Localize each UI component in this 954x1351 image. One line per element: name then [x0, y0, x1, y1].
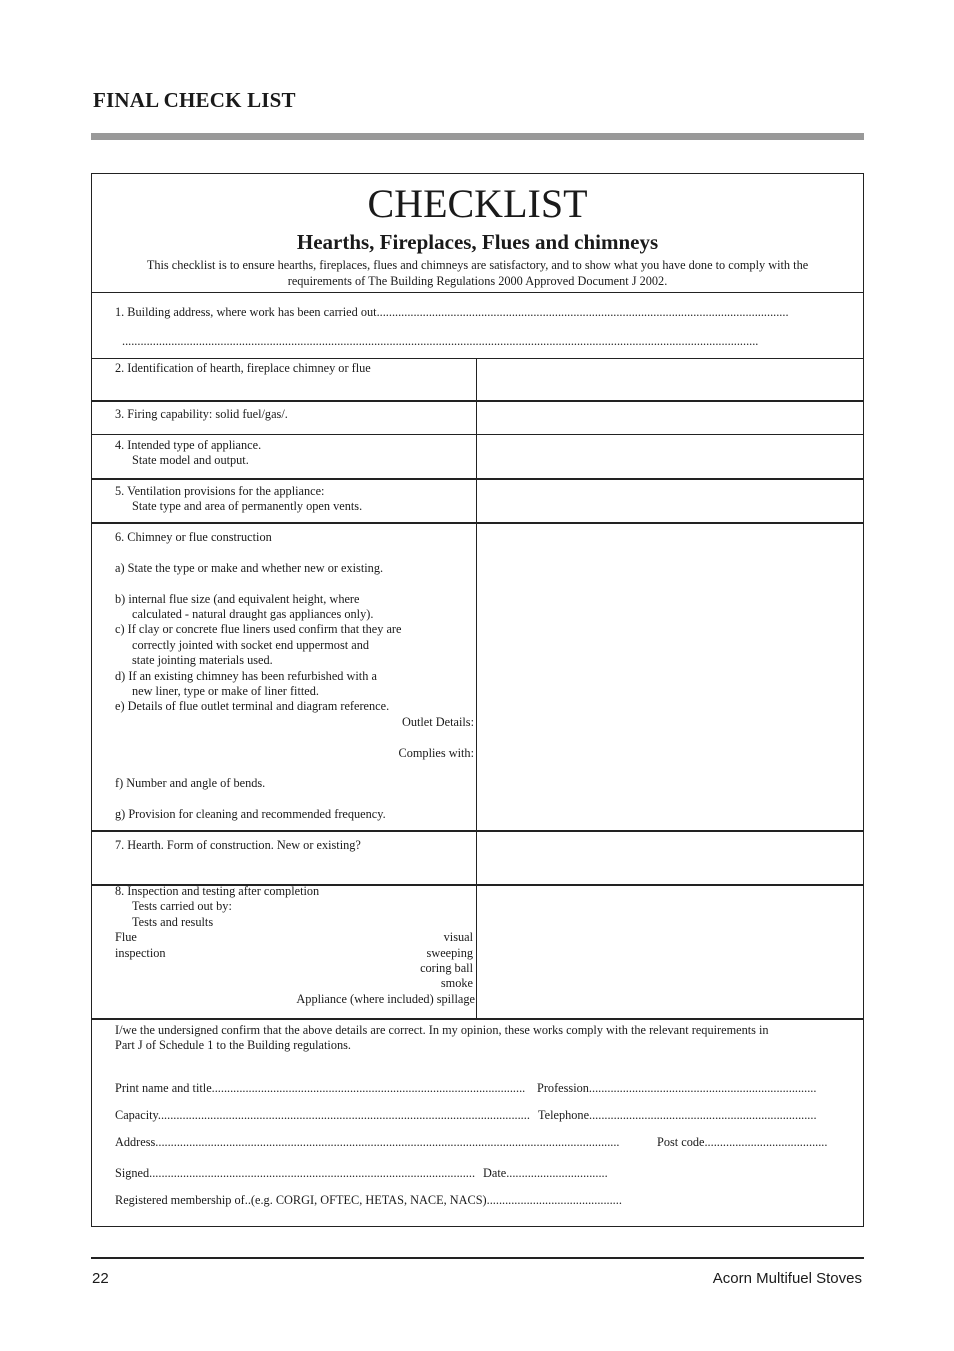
footer-title: Acorn Multifuel Stoves: [712, 1270, 862, 1287]
declaration-line-1: I/we the undersigned confirm that the above details are correct. In my opinion, these works comply with the relevant requirements in: [115, 1023, 769, 1037]
item-6-heading: 6. Chimney or flue construction: [115, 530, 272, 544]
item-6e: e) Details of flue outlet terminal and diagram reference.: [115, 699, 390, 713]
item-8-tests-results: Tests and results: [132, 915, 214, 929]
item-1-building-address: 1. Building address, where work has been carried out......................................................................................................................................: [115, 305, 789, 319]
checklist-title: CHECKLIST: [367, 181, 588, 226]
membership-field[interactable]: Registered membership of..(e.g. CORGI, OFTEC, HETAS, NACE, NACS)............................................: [115, 1193, 622, 1207]
item-5-vents: State type and area of permanently open vents.: [132, 499, 363, 513]
item-8-heading: 8. Inspection and testing after completion: [115, 884, 320, 898]
coring-ball-label: coring ball: [420, 961, 473, 975]
postcode-field[interactable]: Post code........................................: [657, 1135, 828, 1149]
footer-rule: [91, 1257, 864, 1259]
appliance-spillage-label: Appliance (where included) spillage: [296, 992, 475, 1006]
row-divider: [91, 400, 864, 402]
item-5-ventilation: 5. Ventilation provisions for the appliance:: [115, 484, 325, 498]
profession-field[interactable]: Profession..........................................................................: [537, 1081, 817, 1095]
declaration-line-2: Part J of Schedule 1 to the Building regulations.: [115, 1038, 352, 1052]
row-divider: [91, 292, 864, 293]
signed-field[interactable]: Signed..........................................................................................................: [115, 1166, 476, 1180]
row-divider: [91, 1018, 864, 1020]
item-7-hearth: 7. Hearth. Form of construction. New or existing?: [115, 838, 361, 852]
item-6c-line-1: c) If clay or concrete flue liners used confirm that they are: [115, 622, 402, 636]
item-6b-line-2: calculated - natural draught gas appliances only).: [132, 607, 374, 621]
item-6d-line-1: d) If an existing chimney has been refurbished with a: [115, 669, 377, 683]
intro-line-2: requirements of The Building Regulations 2000 Approved Document J 2002.: [287, 274, 668, 288]
item-6g: g) Provision for cleaning and recommended frequency.: [115, 807, 386, 821]
capacity-field[interactable]: Capacity.........................................................................................................................: [115, 1108, 530, 1122]
header-divider: [91, 133, 864, 140]
address-field[interactable]: Address.......................................................................................................................................................: [115, 1135, 620, 1149]
item-8-tests-by: Tests carried out by:: [132, 899, 232, 913]
row-divider: [91, 522, 864, 524]
item-4-model-output: State model and output.: [132, 453, 249, 467]
sweeping-label: sweeping: [426, 946, 473, 960]
item-3-firing-capability: 3. Firing capability: solid fuel/gas/.: [115, 407, 288, 421]
column-divider: [476, 358, 477, 1019]
page-number: 22: [92, 1270, 109, 1287]
item-6a: a) State the type or make and whether new or existing.: [115, 561, 384, 575]
smoke-label: smoke: [440, 976, 473, 990]
outlet-details-label: Outlet Details:: [401, 715, 474, 729]
intro-line-1: This checklist is to ensure hearths, fireplaces, flues and chimneys are satisfactory, and to show what you have done to comply with the: [146, 258, 809, 272]
complies-with-label: Complies with:: [398, 746, 474, 760]
item-2-identification: 2. Identification of hearth, fireplace chimney or flue: [115, 361, 371, 375]
item-6c-line-3: state jointing materials used.: [132, 653, 273, 667]
checklist-subtitle: Hearths, Fireplaces, Flues and chimneys: [296, 230, 659, 254]
row-divider: [91, 434, 864, 435]
row-divider: [91, 358, 864, 359]
row-divider: [91, 830, 864, 832]
flue-label: Flue: [115, 930, 137, 944]
item-1-address-line-2: ...............................................................................................................................................................................................................: [122, 334, 759, 348]
section-heading: FINAL CHECK LIST: [93, 88, 296, 112]
date-field[interactable]: Date.................................: [483, 1166, 608, 1180]
intro-text: [120, 257, 835, 289]
item-4-appliance-type: 4. Intended type of appliance.: [115, 438, 262, 452]
item-6f: f) Number and angle of bends.: [115, 776, 266, 790]
inspection-label: inspection: [115, 946, 166, 960]
item-6c-line-2: correctly jointed with socket end uppermost and: [132, 638, 369, 652]
telephone-field[interactable]: Telephone..........................................................................: [538, 1108, 817, 1122]
visual-label: visual: [443, 930, 473, 944]
print-name-field[interactable]: Print name and title......................................................................................................: [115, 1081, 526, 1095]
row-divider: [91, 478, 864, 480]
item-6d-line-2: new liner, type or make of liner fitted.: [132, 684, 319, 698]
item-6b-line-1: b) internal flue size (and equivalent height, where: [115, 592, 360, 606]
